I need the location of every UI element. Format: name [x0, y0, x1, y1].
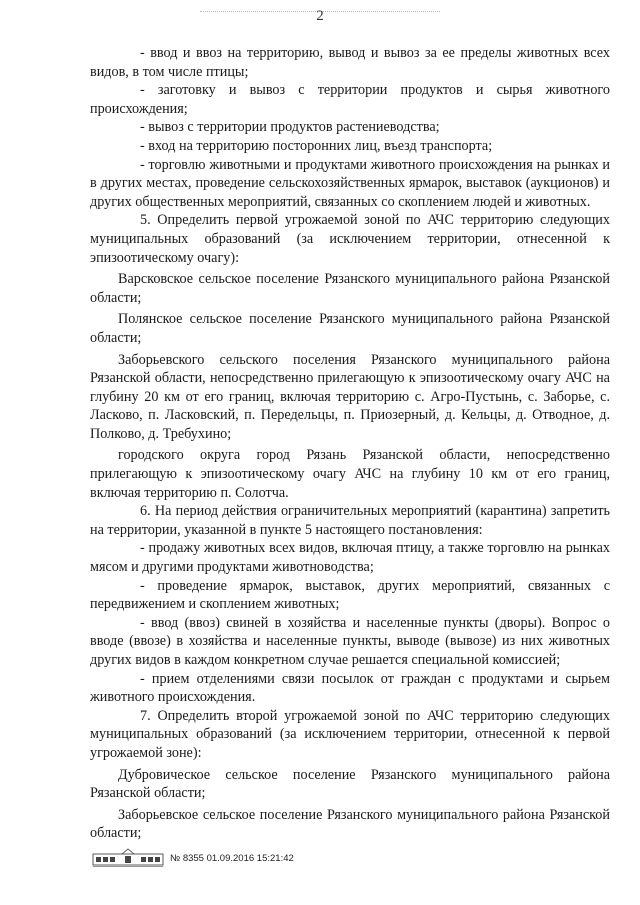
- paragraph: Заборьевское сельское поселение Рязанского муниципального района Рязанской области;: [90, 806, 610, 842]
- paragraph: 6. На период действия ограничительных мероприятий (карантина) запретить на территории, указанной в пункте 5 настоящего постановления:: [90, 503, 610, 538]
- paragraph: Дубровическое сельское поселение Рязанского муниципального района Рязанской области;: [90, 766, 610, 802]
- paragraph: - вывоз с территории продуктов растениеводства;: [140, 119, 440, 136]
- page-number: 2: [316, 8, 324, 24]
- paragraph: - ввод и ввоз на территорию, вывод и вывоз за ее пределы животных всех видов, в том числе птицы;: [90, 45, 610, 80]
- document-footer: [92, 848, 294, 868]
- paragraph: 5. Определить первой угрожаемой зоной по АЧС территорию следующих муниципальных образований (за исключением территории, отнесенной к эпизоотическому очагу):: [90, 212, 610, 266]
- paragraph: 7. Определить второй угрожаемой зоной по АЧС территорию следующих муниципальных образований (за исключением территории, отнесенной к первой угрожаемой зоне):: [90, 707, 610, 761]
- paragraph: - торговлю животными и продуктами животного происхождения на рынках и в других местах, проведение сельскохозяйственных ярмарок, выставок (аукционов) и других общественных мероприятий, связанных со скоплением людей и животных.: [90, 156, 610, 210]
- paragraph: Полянское сельское поселение Рязанского муниципального района Рязанской области;: [90, 311, 610, 346]
- paragraph: - продажу животных всех видов, включая птицу, а также торговлю на рынках мясом и другими продуктами животноводства;: [90, 540, 610, 576]
- paragraph: Варсковское сельское поселение Рязанского муниципального района Рязанской области;: [90, 271, 610, 306]
- document-body: [90, 44, 610, 843]
- registry-stamp-icon: [92, 848, 164, 868]
- paragraph: - прием отделениями связи посылок от граждан с продуктами и сырьем животного происхождения.: [90, 670, 610, 706]
- paragraph: городского округа город Рязань Рязанской области, непосредственно прилегающую к эпизоотическому очагу АЧС на глубину 10 км от его границ, включая территорию п. Солотча.: [90, 447, 610, 501]
- paragraph: - ввод (ввоз) свиней в хозяйства и населенные пункты (дворы). Вопрос о вводе (ввозе) в хозяйства и населенные пункты, выводе (вывозе) из них животных других видов в каждом конкретном случае решается специальной комиссией;: [90, 614, 610, 668]
- paragraph: Заборьевского сельского поселения Рязанского муниципального района Рязанской области, непосредственно прилегающую к эпизоотическому очагу АЧС на глубину 20 км от его границ, включая территорию с. Агро-Пустынь, с. Заборье, с. Ласково, п. Ласковский, п. Передельцы, п. Приозерный, д. Кельцы, д. Отводное, д. Полково, д. Требухино;: [90, 351, 610, 442]
- paragraph: - проведение ярмарок, выставок, других мероприятий, связанных с передвижением и скоплением животных;: [90, 577, 610, 613]
- paragraph: - вход на территорию посторонних лиц, въезд транспорта;: [140, 137, 493, 154]
- document-registration-number: № 8355 01.09.2016 15:21:42: [170, 852, 294, 864]
- paragraph: - заготовку и вывоз с территории продуктов и сырья животного происхождения;: [90, 82, 610, 117]
